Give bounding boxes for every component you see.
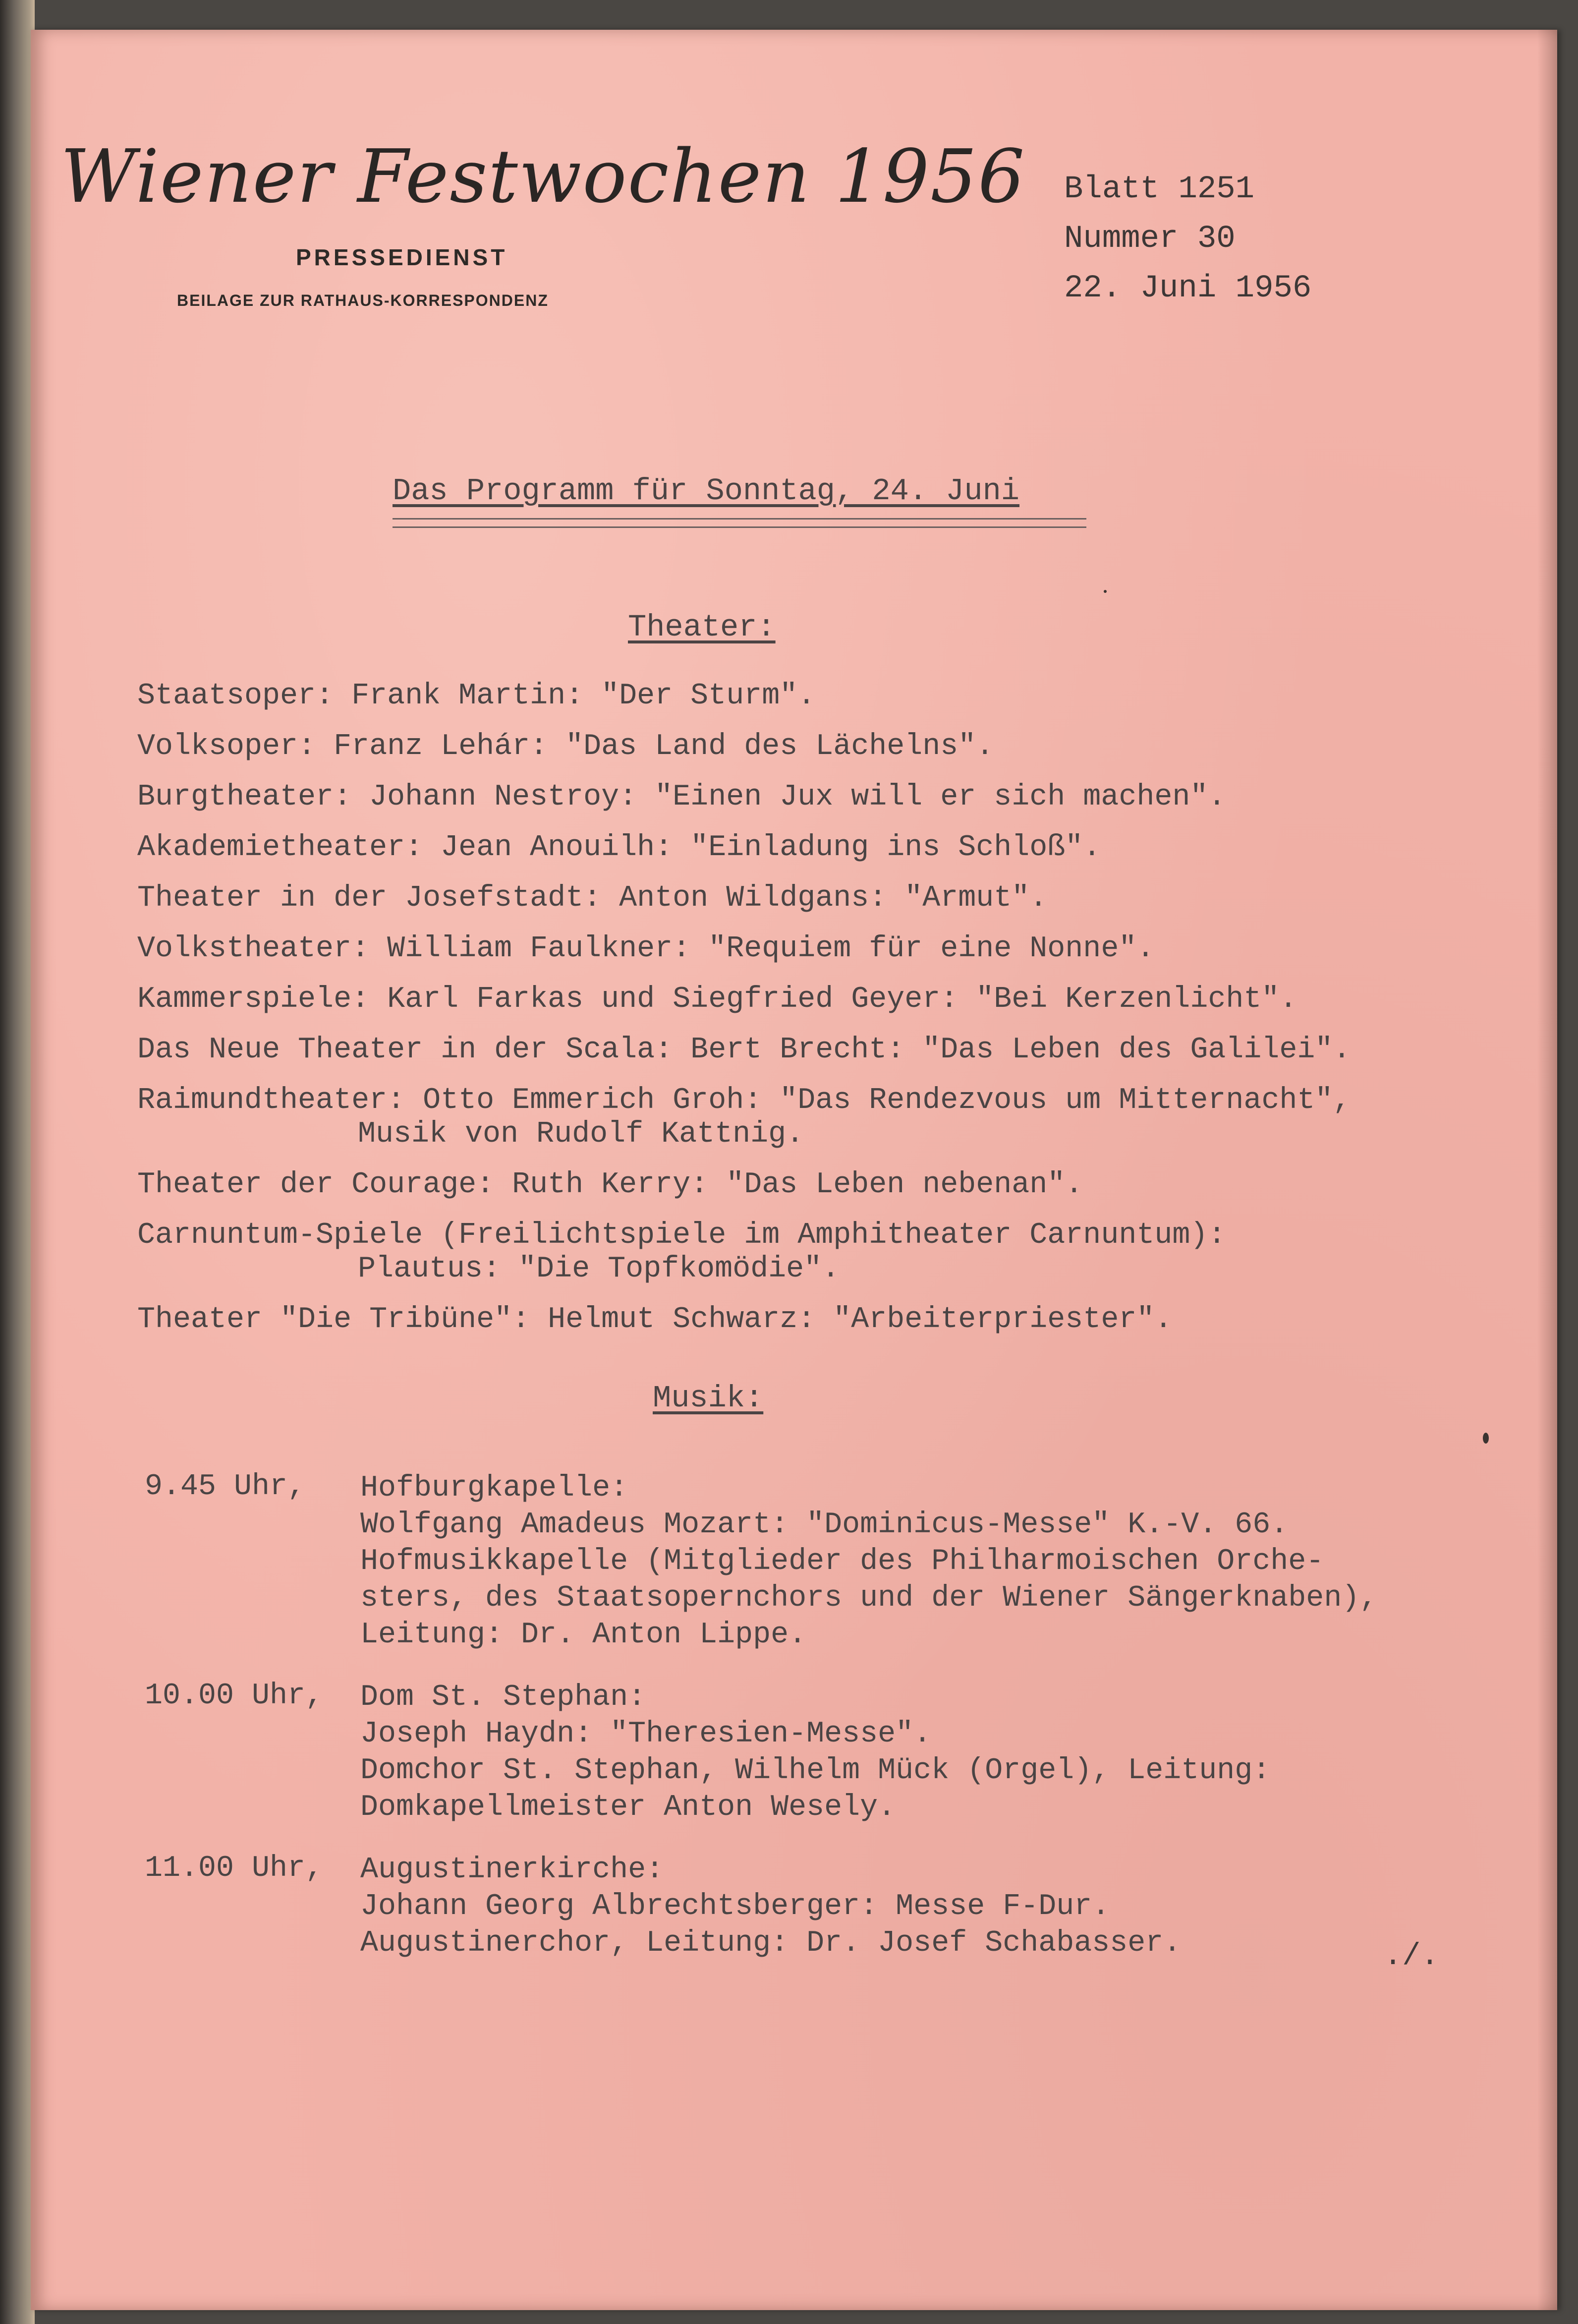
masthead-title: Wiener Festwochen 1956 <box>60 134 1026 219</box>
page-edge-shadow <box>1537 30 1557 2310</box>
book-binding <box>0 0 35 2324</box>
musik-details: Dom St. Stephan: Joseph Haydn: "Theresien-Messe". Domchor St. Stephan, Wilhelm Mück (Orgel), Leitung: Domkapellmeister Anton Wesely. <box>360 1681 1271 1824</box>
theater-item-continuation: Plautus: "Die Topfkomödie". <box>358 1252 840 1286</box>
pressedienst-label: PRESSEDIENST <box>296 244 508 270</box>
program-title: Das Programm für Sonntag, 24. Juni <box>393 473 1020 509</box>
paper-speck <box>1104 590 1107 593</box>
theater-heading: Theater: <box>628 610 776 645</box>
theater-item: Theater der Courage: Ruth Kerry: "Das Leben nebenan". <box>137 1168 1083 1202</box>
theater-item: Raimundtheater: Otto Emmerich Groh: "Das Rendezvous um Mitternacht", Musik von Rudolf Kattnig. <box>137 1084 1351 1151</box>
beilage-label: BEILAGE ZUR RATHAUS-KORRESPONDENZ <box>177 291 549 309</box>
musik-item <box>145 1679 1377 1826</box>
musik-time: 9.45 Uhr, <box>145 1470 306 1504</box>
theater-item: Kammerspiele: Karl Farkas und Siegfried Geyer: "Bei Kerzenlicht". <box>137 983 1297 1016</box>
theater-item: Staatsoper: Frank Martin: "Der Sturm". <box>137 679 816 713</box>
musik-time: 10.00 Uhr, <box>145 1679 324 1713</box>
theater-item: Burgtheater: Johann Nestroy: "Einen Jux will er sich machen". <box>137 780 1226 814</box>
musik-details: Hofburgkapelle: Wolfgang Amadeus Mozart: "Dominicus-Messe" K.-V. 66. Hofmusikkapelle (Mitglieder des Philharmoischen Orche- sters, des Staatsopernchors und der Wiener Sängerknaben), Leitung: Dr. Anton Lippe. <box>360 1471 1378 1652</box>
theater-item: Das Neue Theater in der Scala: Bert Brecht: "Das Leben des Galilei". <box>137 1033 1351 1067</box>
theater-item-continuation: Musik von Rudolf Kattnig. <box>358 1117 804 1151</box>
musik-time: 11.00 Uhr, <box>145 1852 324 1885</box>
theater-item: Akademietheater: Jean Anouilh: "Einladung ins Schloß". <box>137 831 1101 865</box>
theater-item: Volksoper: Franz Lehár: "Das Land des Lächelns". <box>137 730 994 763</box>
theater-item: Theater in der Josefstadt: Anton Wildgans: "Armut". <box>137 881 1048 915</box>
musik-details: Augustinerkirche: Johann Georg Albrechtsberger: Messe F-Dur. Augustinerchor, Leitung: Dr. Josef Schabasser. <box>360 1853 1182 1960</box>
issue-date: 22. Juni 1956 <box>1064 271 1312 306</box>
theater-item: Volkstheater: William Faulkner: "Requiem für eine Nonne". <box>137 932 1155 966</box>
nummer: Nummer 30 <box>1064 221 1236 257</box>
document-page <box>31 30 1557 2310</box>
musik-list <box>145 1470 1377 1987</box>
musik-item <box>145 1852 1377 1962</box>
theater-item: Theater "Die Tribüne": Helmut Schwarz: "Arbeiterpriester". <box>137 1303 1173 1336</box>
theater-list <box>137 679 1351 1353</box>
theater-item: Carnuntum-Spiele (Freilichtspiele im Amphitheater Carnuntum): Plautus: "Die Topfkomödie". <box>137 1219 1351 1286</box>
double-underline <box>393 518 1086 528</box>
issue-meta <box>1064 165 1311 313</box>
blatt-number: Blatt 1251 <box>1064 172 1255 207</box>
continuation-mark: ./. <box>1384 1938 1439 1974</box>
musik-item <box>145 1470 1377 1653</box>
musik-heading: Musik: <box>653 1381 764 1416</box>
paper-speck <box>1483 1433 1489 1444</box>
